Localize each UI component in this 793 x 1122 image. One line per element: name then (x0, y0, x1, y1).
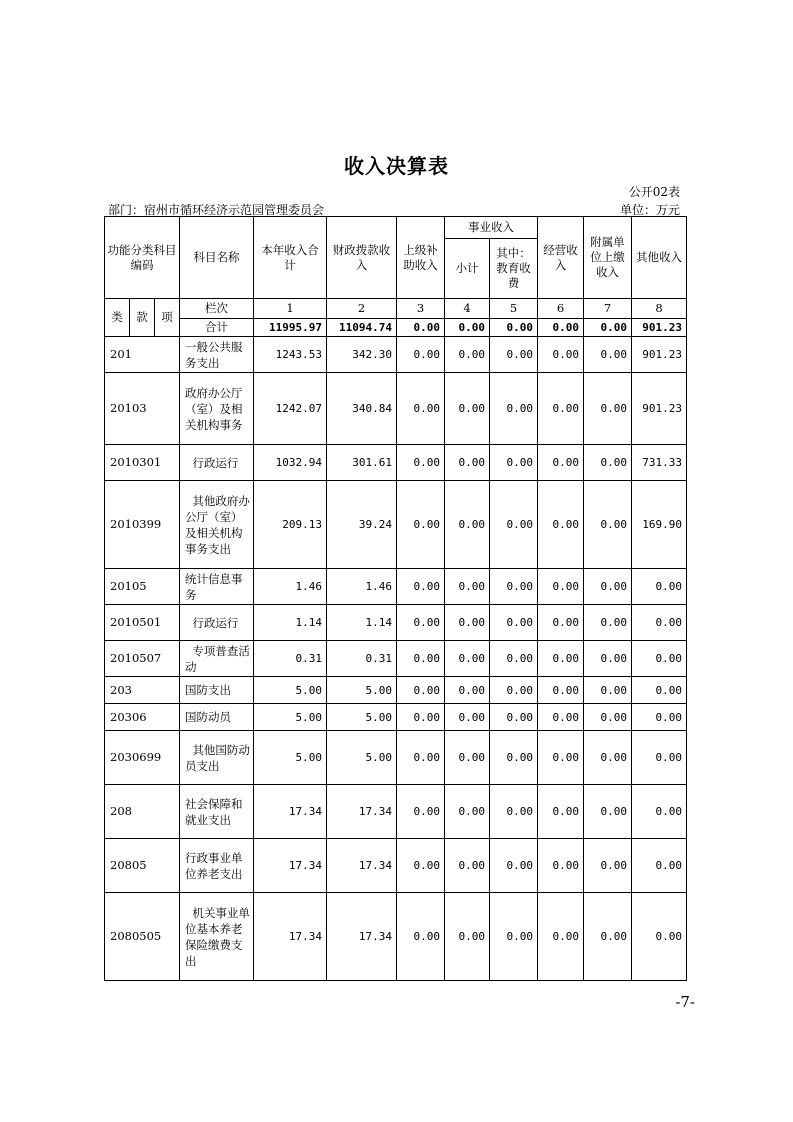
row-value-cell: 0.00 (538, 605, 584, 641)
row-value-cell: 1242.07 (254, 373, 327, 445)
col-number: 1 (254, 299, 327, 319)
row-value-cell: 0.00 (490, 785, 538, 839)
total-cell: 11094.74 (327, 319, 397, 337)
row-subject-name: 行政运行 (180, 605, 254, 641)
row-subject-name: 行政运行 (180, 445, 254, 481)
row-value-cell: 0.00 (397, 641, 445, 677)
row-value-cell: 0.00 (490, 704, 538, 731)
table-row (105, 785, 687, 839)
row-value-cell: 340.84 (327, 373, 397, 445)
total-cell: 0.00 (445, 319, 490, 337)
header-annual-income: 本年收入合计 (254, 217, 327, 299)
row-value-cell: 0.00 (632, 569, 687, 605)
row-value-cell: 5.00 (327, 731, 397, 785)
row-value-cell: 0.00 (632, 677, 687, 704)
col-number: 7 (584, 299, 632, 319)
row-value-cell: 1.14 (254, 605, 327, 641)
header-lanci: 栏次 (180, 299, 254, 319)
row-value-cell: 0.00 (490, 373, 538, 445)
col-number: 8 (632, 299, 687, 319)
row-value-cell: 0.00 (490, 481, 538, 569)
row-value-cell: 0.00 (445, 704, 490, 731)
header-kuan: 款 (130, 299, 155, 337)
row-value-cell: 0.00 (584, 373, 632, 445)
row-subject-name: 国防支出 (180, 677, 254, 704)
row-value-cell: 0.00 (445, 785, 490, 839)
header-operating-income: 经营收入 (538, 217, 584, 299)
row-value-cell: 0.00 (584, 641, 632, 677)
row-value-cell: 0.00 (632, 839, 687, 893)
row-value-cell: 17.34 (327, 893, 397, 981)
col-number: 6 (538, 299, 584, 319)
row-value-cell: 0.00 (584, 605, 632, 641)
row-value-cell: 301.61 (327, 445, 397, 481)
row-value-cell: 0.00 (632, 704, 687, 731)
row-value-cell: 169.90 (632, 481, 687, 569)
row-value-cell: 0.00 (445, 373, 490, 445)
row-code: 20103 (105, 373, 180, 445)
header-xiang: 项 (155, 299, 180, 337)
row-value-cell: 0.00 (584, 569, 632, 605)
row-value-cell: 5.00 (327, 677, 397, 704)
table-row (105, 704, 687, 731)
row-subject-name: 一般公共服务支出 (180, 337, 254, 373)
row-code: 2010507 (105, 641, 180, 677)
row-value-cell: 0.00 (397, 677, 445, 704)
row-subject-name: 机关事业单位基本养老保险缴费支出 (180, 893, 254, 981)
row-value-cell: 0.00 (397, 569, 445, 605)
row-code: 2030699 (105, 731, 180, 785)
row-subject-name: 其他国防动员支出 (180, 731, 254, 785)
row-value-cell: 1.14 (327, 605, 397, 641)
table-row (105, 373, 687, 445)
row-value-cell: 0.31 (327, 641, 397, 677)
row-value-cell: 5.00 (254, 677, 327, 704)
row-value-cell: 0.00 (538, 337, 584, 373)
row-value-cell: 0.00 (584, 481, 632, 569)
row-value-cell: 0.00 (445, 605, 490, 641)
col-number: 3 (397, 299, 445, 319)
table-row (105, 677, 687, 704)
table-row (105, 893, 687, 981)
total-cell: 901.23 (632, 319, 687, 337)
row-value-cell: 0.00 (397, 445, 445, 481)
row-value-cell: 0.00 (538, 445, 584, 481)
row-value-cell: 0.00 (490, 337, 538, 373)
row-value-cell: 0.00 (397, 785, 445, 839)
row-value-cell: 1.46 (327, 569, 397, 605)
total-label: 合计 (180, 319, 254, 337)
row-value-cell: 342.30 (327, 337, 397, 373)
header-education-fee: 其中：教育收费 (490, 239, 538, 299)
row-value-cell: 0.00 (445, 731, 490, 785)
row-code: 2010301 (105, 445, 180, 481)
row-value-cell: 0.00 (538, 569, 584, 605)
row-value-cell: 901.23 (632, 373, 687, 445)
row-value-cell: 0.00 (538, 481, 584, 569)
row-value-cell: 0.00 (445, 677, 490, 704)
row-code: 203 (105, 677, 180, 704)
row-value-cell: 0.00 (584, 839, 632, 893)
row-value-cell: 0.00 (538, 373, 584, 445)
row-value-cell: 0.00 (490, 605, 538, 641)
table-row (105, 605, 687, 641)
row-value-cell: 0.00 (584, 785, 632, 839)
row-value-cell: 0.00 (397, 605, 445, 641)
form-number: 公开02表 (628, 185, 680, 199)
row-value-cell: 0.00 (397, 893, 445, 981)
row-value-cell: 0.00 (490, 839, 538, 893)
row-value-cell: 1032.94 (254, 445, 327, 481)
total-cell: 0.00 (397, 319, 445, 337)
row-value-cell: 0.00 (445, 893, 490, 981)
row-value-cell: 1243.53 (254, 337, 327, 373)
row-value-cell: 17.34 (327, 839, 397, 893)
row-value-cell: 5.00 (254, 704, 327, 731)
row-subject-name: 社会保障和就业支出 (180, 785, 254, 839)
row-value-cell: 0.00 (632, 731, 687, 785)
income-table (104, 216, 687, 981)
page-title: 收入决算表 (344, 154, 449, 178)
table-row (105, 839, 687, 893)
row-value-cell: 0.00 (397, 704, 445, 731)
header-undertaking-income: 事业收入 (445, 217, 538, 239)
header-fiscal-allocation: 财政拨款收入 (327, 217, 397, 299)
header-subtotal: 小计 (445, 239, 490, 299)
row-value-cell: 0.00 (538, 677, 584, 704)
row-value-cell: 0.31 (254, 641, 327, 677)
row-value-cell: 0.00 (445, 569, 490, 605)
row-value-cell: 731.33 (632, 445, 687, 481)
row-value-cell: 0.00 (632, 893, 687, 981)
row-value-cell: 0.00 (538, 641, 584, 677)
total-cell: 0.00 (490, 319, 538, 337)
row-value-cell: 0.00 (490, 677, 538, 704)
total-cell: 0.00 (538, 319, 584, 337)
row-value-cell: 17.34 (254, 785, 327, 839)
row-value-cell: 0.00 (538, 785, 584, 839)
row-code: 2010501 (105, 605, 180, 641)
row-value-cell: 0.00 (538, 731, 584, 785)
row-value-cell: 0.00 (490, 445, 538, 481)
row-value-cell: 0.00 (397, 481, 445, 569)
row-subject-name: 国防动员 (180, 704, 254, 731)
row-code: 20105 (105, 569, 180, 605)
row-value-cell: 0.00 (584, 337, 632, 373)
row-code: 2080505 (105, 893, 180, 981)
row-subject-name: 行政事业单位养老支出 (180, 839, 254, 893)
header-lei: 类 (105, 299, 130, 337)
header-other-income: 其他收入 (632, 217, 687, 299)
row-value-cell: 901.23 (632, 337, 687, 373)
row-value-cell: 1.46 (254, 569, 327, 605)
row-code: 2010399 (105, 481, 180, 569)
row-value-cell: 0.00 (538, 839, 584, 893)
row-value-cell: 0.00 (490, 893, 538, 981)
row-value-cell: 0.00 (445, 445, 490, 481)
table-row (105, 337, 687, 373)
row-subject-name: 政府办公厅（室）及相关机构事务 (180, 373, 254, 445)
table-row (105, 569, 687, 605)
header-affiliated-income: 附属单位上缴收入 (584, 217, 632, 299)
row-value-cell: 0.00 (538, 704, 584, 731)
table-row (105, 641, 687, 677)
row-value-cell: 0.00 (445, 641, 490, 677)
row-value-cell: 0.00 (632, 641, 687, 677)
row-subject-name: 其他政府办公厅（室）及相关机构事务支出 (180, 481, 254, 569)
row-subject-name: 专项普查活动 (180, 641, 254, 677)
row-value-cell: 0.00 (584, 893, 632, 981)
table-row (105, 481, 687, 569)
row-subject-name: 统计信息事务 (180, 569, 254, 605)
row-code: 201 (105, 337, 180, 373)
row-value-cell: 0.00 (397, 337, 445, 373)
header-subject-name: 科目名称 (180, 217, 254, 299)
row-value-cell: 39.24 (327, 481, 397, 569)
row-value-cell: 0.00 (538, 893, 584, 981)
row-value-cell: 0.00 (490, 731, 538, 785)
total-cell: 0.00 (584, 319, 632, 337)
row-value-cell: 0.00 (584, 704, 632, 731)
row-value-cell: 0.00 (490, 569, 538, 605)
row-value-cell: 0.00 (397, 373, 445, 445)
table-row (105, 445, 687, 481)
row-value-cell: 0.00 (632, 785, 687, 839)
row-value-cell: 17.34 (254, 893, 327, 981)
unit-label: 单位：万元 (619, 203, 680, 217)
row-code: 20805 (105, 839, 180, 893)
row-code: 208 (105, 785, 180, 839)
col-number: 5 (490, 299, 538, 319)
row-value-cell: 0.00 (632, 605, 687, 641)
col-number: 2 (327, 299, 397, 319)
row-value-cell: 17.34 (327, 785, 397, 839)
row-value-cell: 0.00 (490, 641, 538, 677)
row-code: 20306 (105, 704, 180, 731)
page-number: -7- (675, 993, 695, 1011)
row-value-cell: 0.00 (584, 677, 632, 704)
total-cell: 11995.97 (254, 319, 327, 337)
row-value-cell: 0.00 (445, 337, 490, 373)
table-row (105, 731, 687, 785)
row-value-cell: 209.13 (254, 481, 327, 569)
row-value-cell: 5.00 (254, 731, 327, 785)
row-value-cell: 0.00 (584, 445, 632, 481)
row-value-cell: 0.00 (584, 731, 632, 785)
department-label: 部门：宿州市循环经济示范园管理委员会 (108, 203, 325, 217)
row-value-cell: 0.00 (397, 731, 445, 785)
row-value-cell: 17.34 (254, 839, 327, 893)
row-value-cell: 0.00 (445, 839, 490, 893)
row-value-cell: 0.00 (445, 481, 490, 569)
row-value-cell: 0.00 (397, 839, 445, 893)
col-number: 4 (445, 299, 490, 319)
header-superior-subsidy: 上级补助收入 (397, 217, 445, 299)
row-value-cell: 5.00 (327, 704, 397, 731)
header-func-code: 功能分类科目编码 (105, 217, 180, 299)
